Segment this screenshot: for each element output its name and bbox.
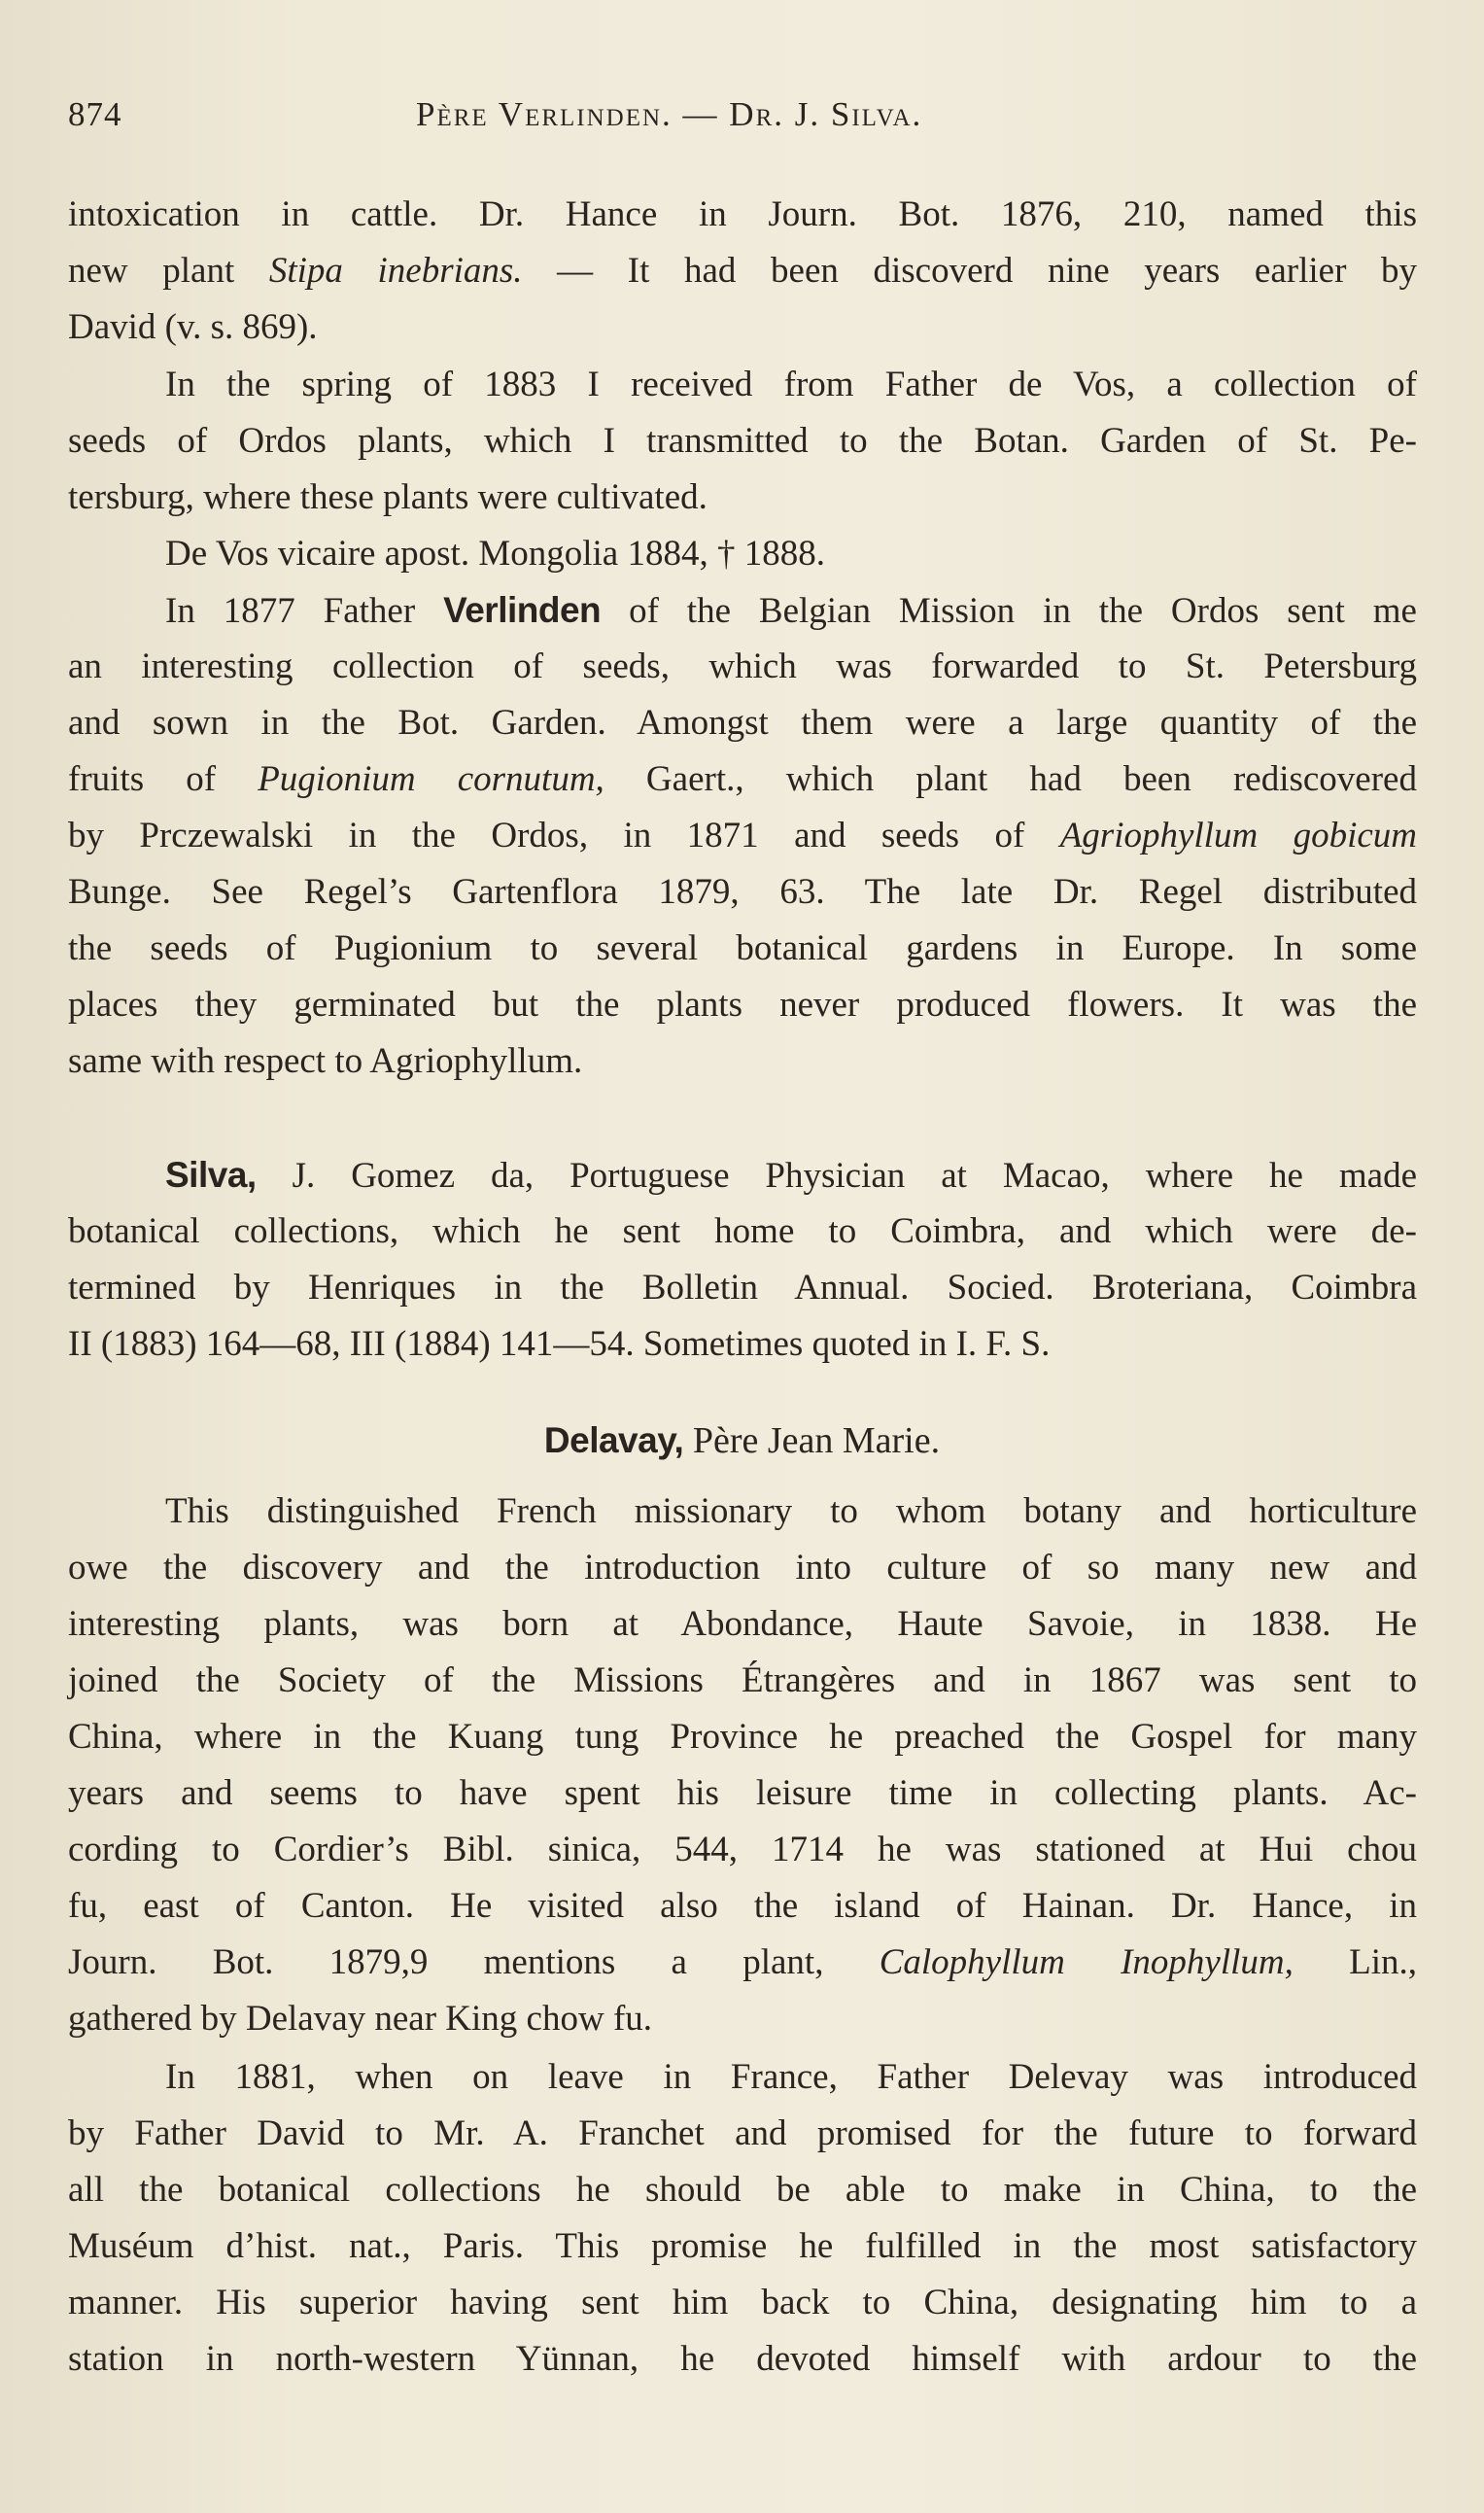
- text-line: joined the Society of the Missions Étrangères and in 1867 was sent to: [68, 1660, 1417, 1700]
- page-number: 874: [68, 95, 122, 133]
- text-line: botanical collections, which he sent home to Coimbra, and which were de-: [68, 1211, 1417, 1251]
- species-name: Pugionium cornutum,: [258, 759, 604, 799]
- text-line: manner. His superior having sent him back to China, designating him to a: [68, 2283, 1417, 2322]
- text-line: by Prczewalski in the Ordos, in 1871 and seeds of Agriophyllum gobicum: [68, 816, 1417, 855]
- text-line: termined by Henriques in the Bolletin Annual. Socied. Broteriana, Coimbra: [68, 1268, 1417, 1308]
- text-line: same with respect to Agriophyllum.: [68, 1041, 583, 1081]
- text-line: and sown in the Bot. Garden. Amongst them were a large quantity of the: [68, 703, 1417, 743]
- text-line: new plant Stipa inebrians. — It had been discoverd nine years earlier by: [68, 251, 1418, 291]
- text-line: In 1877 Father Verlinden of the Belgian Mission in the Ordos sent me: [165, 590, 1417, 631]
- entry-silva: [68, 1147, 1417, 1373]
- paragraph-de-vos: [68, 357, 1417, 582]
- running-title: Père Verlinden. — Dr. J. Silva.: [416, 95, 923, 133]
- text-line: Journ. Bot. 1879,9 mentions a plant, Calophyllum Inophyllum, Lin.,: [68, 1942, 1417, 1982]
- text-line: all the botanical collections he should be able to make in China, to the: [68, 2170, 1417, 2210]
- text-line: station in north-western Yünnan, he devoted himself with ardour to the: [68, 2339, 1417, 2379]
- text-line: by Father David to Mr. A. Franchet and promised for the future to forward: [68, 2113, 1417, 2153]
- text-line: gathered by Delavay near King chow fu.: [68, 1999, 653, 2039]
- text-line: cording to Cordier’s Bibl. sinica, 544, 1714 he was stationed at Hui chou: [68, 1830, 1417, 1869]
- text-line: In 1881, when on leave in France, Father Delevay was introduced: [165, 2057, 1417, 2097]
- text-line: fruits of Pugionium cornutum, Gaert., which plant had been rediscovered: [68, 759, 1417, 799]
- text-line: David (v. s. 869).: [68, 307, 318, 347]
- text-line: an interesting collection of seeds, which was forwarded to St. Petersburg: [68, 646, 1417, 686]
- species-name: Stipa inebrians.: [268, 251, 523, 291]
- text-line: China, where in the Kuang tung Province he preached the Gospel for many: [68, 1717, 1417, 1757]
- paragraph-delavay-1: [68, 1483, 1417, 2047]
- text-line: In the spring of 1883 I received from Father de Vos, a collection of: [165, 365, 1417, 404]
- text-line: places they germinated but the plants never produced flowers. It was the: [68, 985, 1417, 1025]
- species-name: Calophyllum Inophyllum,: [879, 1942, 1294, 1982]
- running-head: [68, 95, 1416, 144]
- paragraph-verlinden: [68, 582, 1417, 1090]
- species-name: Agriophyllum gobicum: [1059, 816, 1417, 855]
- text-line: years and seems to have spent his leisure time in collecting plants. Ac-: [68, 1773, 1417, 1813]
- text-line: seeds of Ordos plants, which I transmitted to the Botan. Garden of St. Pe-: [68, 421, 1417, 461]
- paragraph-delavay-2: [68, 2049, 1417, 2388]
- paragraph-stipa: [68, 187, 1417, 356]
- text-line: owe the discovery and the introduction into culture of so many new and: [68, 1548, 1417, 1588]
- text-line: the seeds of Pugionium to several botanical gardens in Europe. In some: [68, 928, 1417, 968]
- text-line: II (1883) 164—68, III (1884) 141—54. Sometimes quoted in I. F. S.: [68, 1324, 1051, 1364]
- entry-name-delavay: Delavay,: [543, 1420, 684, 1460]
- entry-name-verlinden: Verlinden: [443, 590, 602, 630]
- text-line: De Vos vicaire apost. Mongolia 1884, † 1888.: [165, 534, 825, 574]
- text-line: interesting plants, was born at Abondance, Haute Savoie, in 1838. He: [68, 1604, 1417, 1644]
- text-line: Muséum d’hist. nat., Paris. This promise he fulfilled in the most satisfactory: [68, 2226, 1417, 2266]
- text-line: This distinguished French missionary to whom botany and horticulture: [165, 1491, 1417, 1531]
- text-line: intoxication in cattle. Dr. Hance in Journ. Bot. 1876, 210, named this: [68, 194, 1417, 234]
- entry-name-silva: Silva,: [165, 1155, 257, 1195]
- text-line: fu, east of Canton. He visited also the island of Hainan. Dr. Hance, in: [68, 1886, 1417, 1926]
- text-line: Bunge. See Regel’s Gartenflora 1879, 63. The late Dr. Regel distributed: [68, 872, 1417, 912]
- text-line: tersburg, where these plants were cultivated.: [68, 477, 707, 517]
- entry-heading-delavay: Delavay, Père Jean Marie.: [543, 1420, 941, 1461]
- text-line: Silva, J. Gomez da, Portuguese Physician at Macao, where he made: [165, 1155, 1417, 1196]
